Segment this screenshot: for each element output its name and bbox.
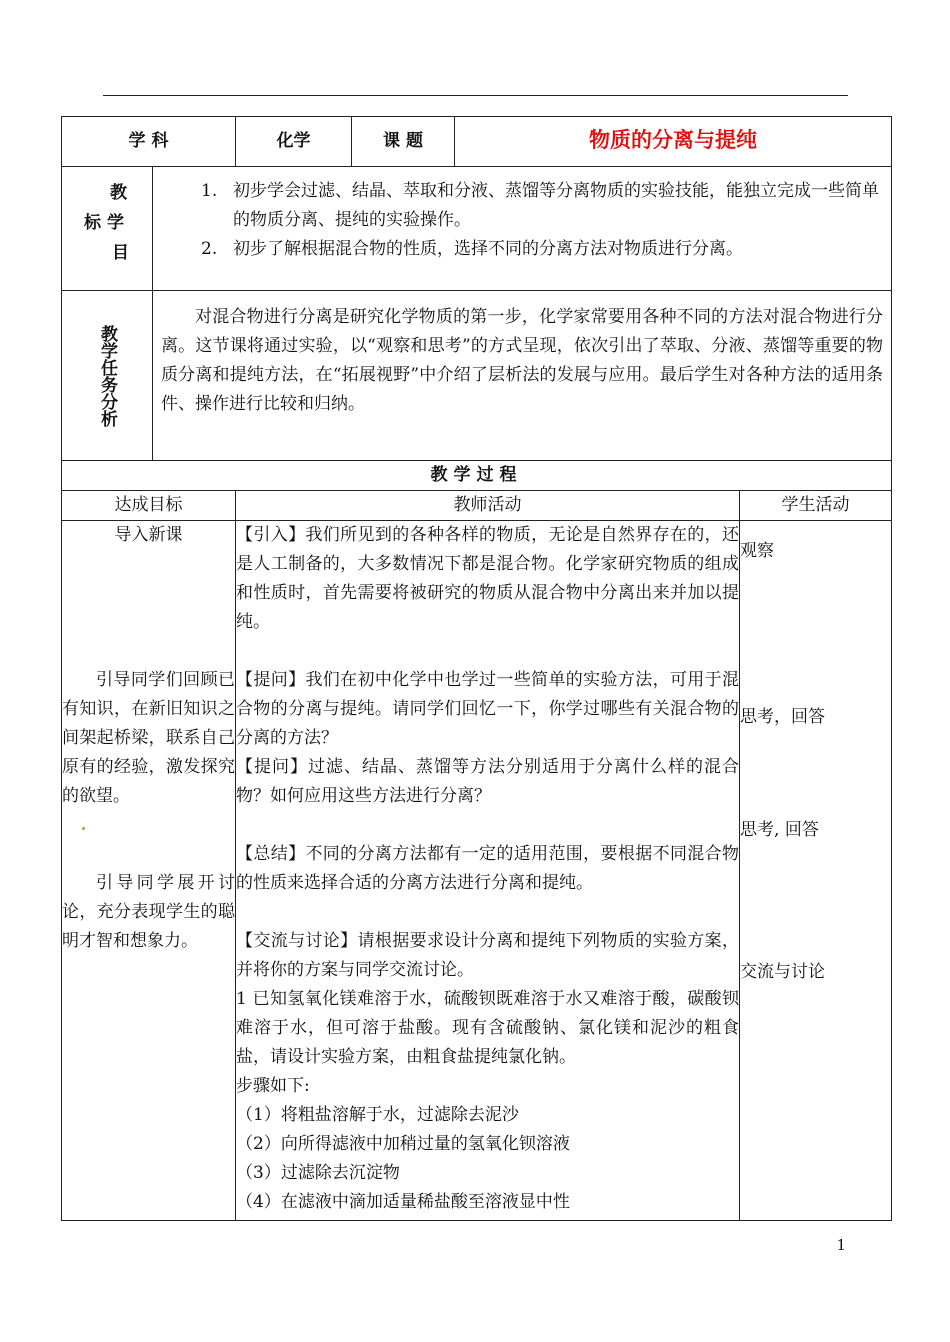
- stray-dot: [82, 827, 85, 830]
- process-header-row: [62, 491, 892, 521]
- subject-label: 学 科: [62, 117, 236, 167]
- guide-discussion: 引导同学展开讨论，充分表现学生的聪明才智和想象力。: [62, 873, 236, 951]
- teacher-intro: 【引入】我们所见到的各种各样的物质，无论是自然界存在的，还是人工制备的，大多数情况下都是混合物。化学家研究物质的组成和性质时，首先需要将被研究的物质从混合物中分离出来并加以提纯。: [236, 525, 740, 632]
- topic-label: 课 题: [352, 117, 455, 167]
- student-cell: [740, 521, 892, 1221]
- col-student-header: 学生活动: [740, 491, 892, 521]
- col-teacher-header: 教师活动: [236, 491, 740, 521]
- tag-discussion: 【交流与讨论】: [236, 931, 358, 951]
- objectives-row: [62, 167, 892, 291]
- objectives-list: [153, 177, 885, 264]
- teacher-cell: [236, 521, 740, 1221]
- goal-cell: [62, 521, 236, 1221]
- process-content-row: [62, 521, 892, 1221]
- objective-item: 2. 初步了解根据混合物的性质，选择不同的分离方法对物质进行分离。: [201, 239, 743, 259]
- student-activity: 观察: [740, 541, 775, 561]
- tag-intro: 【引入】: [236, 525, 306, 545]
- tag-summary: 【总结】: [236, 844, 306, 864]
- step-item: （1）将粗盐溶解于水，过滤除去泥沙: [236, 1105, 519, 1125]
- task-analysis-row: [62, 291, 892, 461]
- topic-title: 物质的分离与提纯: [589, 128, 758, 152]
- step-item: （3）过滤除去沉淀物: [236, 1163, 400, 1183]
- objectives-label: 教 标学 目: [62, 167, 153, 291]
- teacher-discussion: 【交流与讨论】请根据要求设计分离和提纯下列物质的实验方案，并将你的方案与同学交流讨论。: [236, 931, 740, 980]
- process-title: 教学过程: [62, 461, 892, 491]
- lesson-plan-table: [61, 116, 892, 1221]
- task-analysis-text: 对混合物进行分离是研究化学物质的第一步，化学家常要用各种不同的方法对混合物进行分离。这节课将通过实验，以“观察和思考”的方式呈现，依次引出了萃取、分液、蒸馏等重要的物质分离和提纯方法，在“拓展视野”中介绍了层析法的发展与应用。最后学生对各种方法的适用条件、操作进行比较和归纳。: [161, 307, 884, 414]
- page-number: 1: [836, 1236, 846, 1254]
- header-rule: [103, 95, 848, 96]
- guide-recall: 引导同学们回顾已有知识，在新旧知识之间架起桥梁，联系自己原有的经验，激发探究的欲望。: [62, 670, 236, 806]
- problem-1: 1 已知氢氧化镁难溶于水，硫酸钡既难溶于水又难溶于酸，碳酸钡难溶于水，但可溶于盐酸。现有含硫酸钠、氯化镁和泥沙的粗食盐，请设计实验方案，由粗食盐提纯氯化钠。: [236, 989, 740, 1067]
- task-analysis-label-cell: [62, 291, 153, 461]
- student-activity: 思考, 回答: [740, 820, 819, 840]
- tag-question: 【提问】: [236, 757, 309, 777]
- step-item: （4）在滤液中滴加适量稀盐酸至溶液显中性: [236, 1192, 570, 1212]
- teacher-question-1: 【提问】我们在初中化学中也学过一些简单的实验方法，可用于混合物的分离与提纯。请同学们回忆一下，你学过哪些有关混合物的分离的方法？: [236, 670, 740, 748]
- steps-intro: 步骤如下:: [236, 1076, 310, 1096]
- header-row: [62, 117, 892, 167]
- subject-value: 化学: [236, 117, 352, 167]
- objective-item: 1. 初步学会过滤、结晶、萃取和分液、蒸馏等分离物质的实验技能，能独立完成一些简单的物质分离、提纯的实验操作。: [201, 181, 879, 230]
- step-item: （2）向所得滤液中加稍过量的氢氧化钡溶液: [236, 1134, 570, 1154]
- student-activity: 思考，回答: [740, 707, 826, 727]
- teacher-summary: 【总结】不同的分离方法都有一定的适用范围，要根据不同混合物的性质来选择合适的分离方法进行分离和提纯。: [236, 844, 740, 893]
- intro-goal: 导入新课: [114, 525, 183, 545]
- task-analysis-label: 教学任务分析: [97, 324, 117, 427]
- tag-question: 【提问】: [236, 670, 306, 690]
- student-activity: 交流与讨论: [740, 962, 826, 982]
- teacher-question-2: 【提问】过滤、结晶、蒸馏等方法分别适用于分离什么样的混合物？如何应用这些方法进行分离？: [236, 757, 740, 806]
- col-goal-header: 达成目标: [62, 491, 236, 521]
